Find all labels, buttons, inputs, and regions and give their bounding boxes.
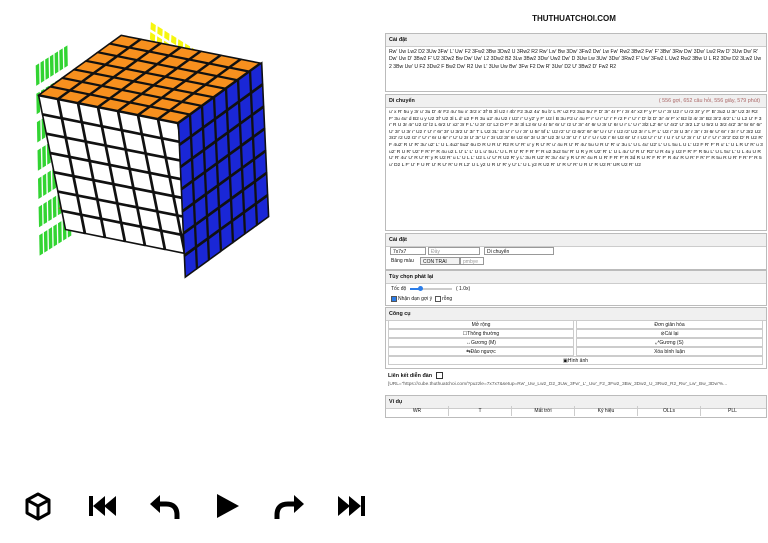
left-face-ghost-sticker: [38, 148, 42, 171]
skip-forward-icon[interactable]: [334, 488, 370, 524]
stage-extra-field[interactable]: pmbye: [460, 257, 484, 265]
left-face-ghost-sticker: [59, 48, 63, 71]
side-panel: [382, 0, 766, 543]
moves-heading: [386, 95, 766, 108]
left-face-ghost-sticker: [41, 60, 45, 83]
redo-icon[interactable]: [272, 488, 308, 524]
back-face-ghost-sticker: [157, 26, 162, 36]
left-face-ghost-sticker: [58, 221, 62, 244]
stage-label: Bảng màu: [391, 258, 414, 264]
setup-section: [385, 33, 767, 92]
left-face-ghost-sticker: [55, 51, 59, 74]
settings-heading: Cài đặt: [386, 234, 766, 247]
hint-checkbox-label: Nhận dạn gợi ý: [398, 296, 433, 302]
mirror-s-button[interactable]: ⤢Gương (S): [576, 338, 763, 347]
example-tab-notation[interactable]: Ký hiệu: [575, 406, 638, 416]
left-face-ghost-sticker: [64, 45, 68, 68]
normal-button[interactable]: ☐Thông thường: [388, 329, 574, 338]
left-face-ghost-sticker: [42, 145, 46, 168]
left-face-ghost-sticker: [44, 230, 48, 253]
example-tab-sun[interactable]: Mất trời: [512, 406, 575, 416]
tools-section: [385, 307, 767, 369]
forum-link-heading: [385, 370, 765, 381]
stage-select[interactable]: CON TRAI: [420, 257, 460, 265]
example-tab-olls[interactable]: OLLs: [638, 406, 701, 416]
speed-slider[interactable]: [410, 288, 452, 290]
simplify-button[interactable]: Đơn giản hóa: [576, 320, 763, 329]
back-face-ghost-sticker: [164, 31, 169, 41]
moves-textarea[interactable]: u' x R' 5u y 3r u' 3u D' 4r F2 4u' 5u x' 3r2 x' 3f' B 3l U2 r 4b' F2 3u2 4u' 5u b' L R' u2 F2 3u2 5u' F D' 3r' 4r F' r 3r 4r' x2 F' y F' U r' 3r U2 r' U r2 3r' y' F' B' 3u2 U 3r' U2 3r R2 F' 3u 4u' d B2 u y U2 3f' U2 3l L d' u2 F R 3u u2' 4u U2 r U2' r' U y2' y F' U2 l B 3u F2 u' 4u F' r' U r' U' r' F r2 F r' U' r' D' l2 D' 3r' 4r F' x' B2 l2 4r 3r' B2 3r'2 4r2' L' U L2 U' F 3r' R U 3r 4r' U2 r2' l2 L 6r2 U' x2' 3r F L' U 3r' r2' L2 D F' F 3r 3l L2 6r U 4r 5r' 6r U' r2 U' 3r' 4r' 6r U 3r U' 6r U r' L' U r' 3l2 L2' 6r' U' 4r2' U' 3r2 L2' U 5r2 U 3r2 4r2' 3r' 5r 6r' 6r' U' 3r' U 3r r' U2 r' U' r' 6r' 3r' U 3r2 U' 3r' T L U2 3L' 3r U' r' U r 3r' U 5r' 5f L' U2 r2' U' r2 6r2' 6r' 6r' U r U' r U2 r2' U2 3r r' L F' L' U2 r' 3r U 3r' r 3r' r 3r 6r U' 6r' r 3r r' U' 3r2 U2 3r2' r2 U2 r2' r' U' r' 6r U 6r' r' U' U 3r U' 3r' U r' 3r U2 3r' 6r U2 6r' 3r U 3r' U2 3r U 3r' U' r' U' r' U r U2 r' 6r U2 6r' U' r U2 U' r' U' r U r' U' U' 3r r' U' U' r' U' r' 3r'2' D2 D' R U2 R' F 4u2' R U' R' 3u' u2' L' U L 4u2' 5u2' 6u D R U R U' R2 R U' R' u' y R U' R' u' 4u R U' R' 4u' 5u U R U' R' u' 3u L' U L 4u' U2' L' U L 5u L U L' U2 F R' F' R u' L' U L R U' R' u 3u2' R U R' U2' F R' F' R 4u u2 L U' L' L' U L u' 5u L' U L R U' R' F R' F' R u2 3u2 5u' R' U R y R U2' R' L' U L 4u' U' R U' R2' U R 4u y U2 F R' F' R 5u L' U L 5u' L' U L 4u U R U' R' 4u' U' R U' R' y R U2 R' u L' U L L' U2 L u' U' R U2 R' y L' 3u R U2' R' 3u' 4u' y R U' R' 4u R U R' F R' F' R 3d R U R' F R' F' R 4u' R U R' F R' F' R 5u R U R' F R' F' R 5u' D2 L F' U' F U R' U' R U' R' U R L2' U L y2 U R U' R' y U' L' U L y2 R U2 R' U' R U' R' U R U' R U2 R' UR U2 R' U2: [389, 110, 763, 168]
playback-controls: [0, 488, 380, 538]
puzzle-size-field[interactable]: 7x7x7: [390, 247, 426, 255]
example-tab-pll[interactable]: PLL: [728, 408, 737, 414]
forum-link-url[interactable]: [URL="https://cube.thuthuatchoi.com/?puzzle=7x7x7&setup=Rw'_Uw_Lw2_D2_3Uw_3Fw'_L'_Uw'_F2_3Fw2_3Bw_3Dw2_U_3Rw2_R2_Rw'_Lw'_Bw_3Dw'%...: [388, 382, 728, 387]
moves-section: [385, 94, 767, 231]
reset-button[interactable]: ⊘Cài lại: [576, 329, 763, 338]
left-face-ghost-sticker: [45, 57, 49, 80]
left-face-ghost-sticker: [43, 202, 47, 225]
copy-icon[interactable]: [436, 372, 443, 379]
speed-slider-handle[interactable]: [418, 286, 423, 291]
invert-button[interactable]: ⇆Đảo ngược: [388, 347, 574, 356]
left-face-ghost-sticker: [48, 199, 52, 222]
example-tab-wr[interactable]: WR: [386, 406, 449, 416]
fill-field[interactable]: Đầy: [428, 247, 480, 255]
moves-heading-label: Di chuyển: [389, 98, 415, 104]
mirror-checkbox[interactable]: [435, 296, 441, 302]
setup-textarea[interactable]: Rw' Uw Lw2 D2 3Uw 3Fw' L' Uw' F2 3Fw2 3Bw 3Dw2 U 3Rw2 R2 Rw' Lw' Bw 3Dw' 3Fw2 Dw' Lw Fw' Rw2 3Bw2 Fw' F' 3Bw' 3Rw Dw' 3Dw' Lw2 Rw D' 3Uw Dw' R' Dw' Uw D' 3Bw2 F' U2 3Dw2 Bw Dw' Uw' L2 3Dw2 B2 3Lw 3Bw2 3Dw' Uw2 Dw' D 3Uw Lw 3Uw' 3Dw' 3Rw2 F' Uw' 3Fw2 L Uw2 Rw2 3Bw U L R2 3Dw D2 3Lw2 Uw2 3Bw Uw' U F2 3Dw2 F Bw2 Dw' R2 Uw L' 3Uw Uw Bw' 3Fw F2 Dw R' 3Uw' D2 U' 3Bw2 D' Fw2 R2: [389, 49, 762, 70]
left-face-ghost-sticker: [37, 120, 41, 143]
left-face-ghost-sticker: [36, 63, 40, 86]
left-face-ghost-sticker: [49, 227, 53, 250]
left-face-ghost-sticker: [48, 171, 52, 194]
forum-link-section: [385, 370, 765, 392]
left-face-ghost-sticker: [50, 54, 54, 77]
left-face-ghost-sticker: [53, 224, 57, 247]
play-icon[interactable]: [209, 488, 245, 524]
examples-heading: Ví dụ: [386, 396, 766, 409]
settings-section: [385, 233, 767, 270]
back-face-ghost-sticker: [151, 22, 156, 32]
examples-section: [385, 395, 767, 418]
undo-icon[interactable]: [146, 488, 182, 524]
moves-stats: ( 556 gợi, 652 câu hỏi, 556 giây, 579 phút): [658, 98, 760, 104]
cube-viewport[interactable]: [0, 0, 380, 480]
playback-options-section: [385, 270, 767, 306]
cube-3d-view[interactable]: [0, 0, 380, 480]
back-face-ghost-sticker: [171, 35, 176, 45]
forum-link-heading-label: Liên kết diễn đàn: [388, 372, 433, 379]
skip-back-icon[interactable]: [84, 488, 120, 524]
speed-label: Tốc độ: [391, 286, 407, 292]
playback-options-heading: Tùy chọn phát lại: [386, 271, 766, 284]
left-face-ghost-sticker: [39, 205, 43, 228]
left-face-ghost-sticker: [43, 174, 47, 197]
checkbox-row: [391, 296, 452, 302]
site-title[interactable]: THUTHUATCHOI.COM: [532, 14, 616, 23]
image-button[interactable]: ▣Hình ảnh: [388, 356, 763, 365]
example-tab-t[interactable]: T: [449, 406, 512, 416]
remove-comments-button[interactable]: Xóa bình luận: [576, 347, 763, 356]
speed-value: ( 1.0x): [456, 286, 471, 292]
cube-icon[interactable]: [20, 488, 56, 524]
setup-heading: Cài đặt: [386, 34, 766, 47]
moves-field[interactable]: Di chuyển: [484, 247, 554, 255]
left-face-ghost-sticker: [53, 196, 57, 219]
mirror-m-button[interactable]: ↔Gương (M): [388, 338, 574, 347]
left-face-ghost-sticker: [39, 233, 43, 256]
tools-heading: Công cụ: [386, 308, 766, 321]
expand-button[interactable]: Mở rộng: [388, 320, 574, 329]
hint-checkbox[interactable]: [391, 296, 397, 302]
mirror-checkbox-label: rỗng: [442, 296, 453, 302]
left-face-ghost-sticker: [38, 177, 42, 200]
